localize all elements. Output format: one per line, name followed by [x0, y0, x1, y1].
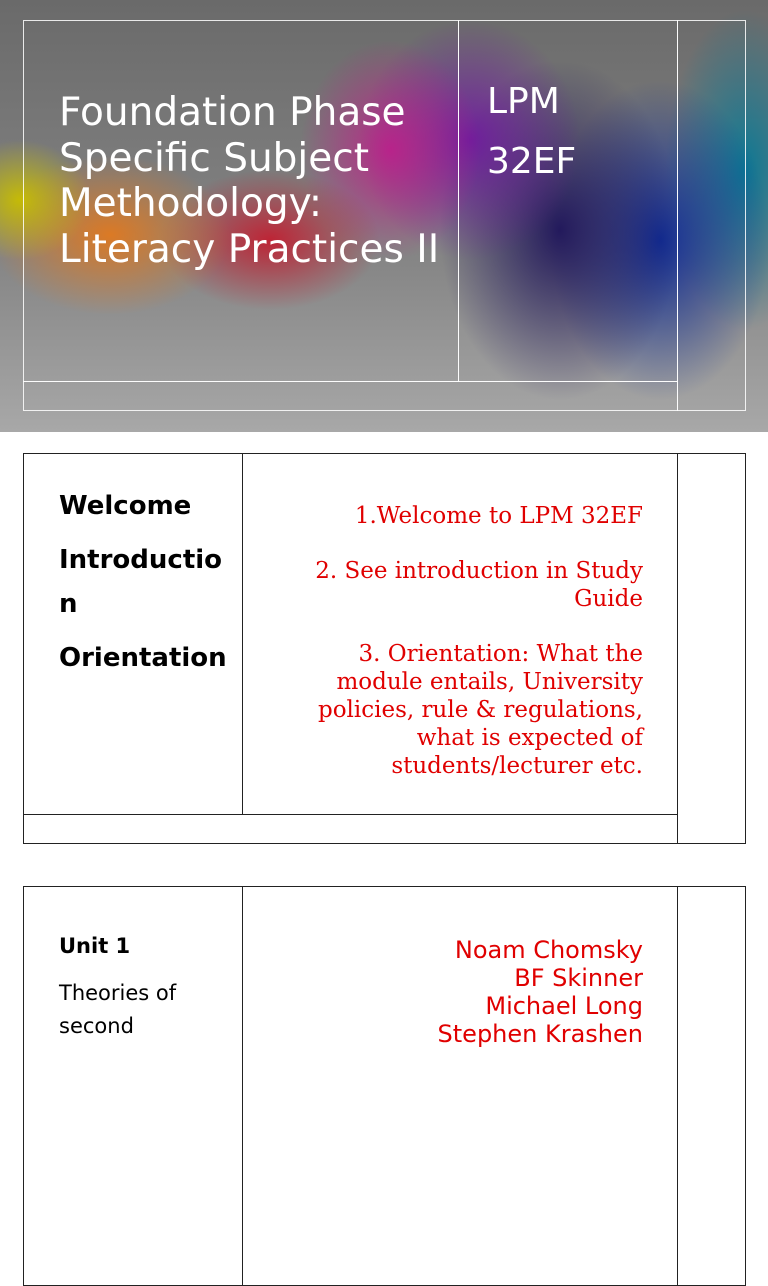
- title-slide: [0, 0, 768, 432]
- side-frame: [677, 20, 746, 411]
- theorist-name: Stephen Krashen: [437, 1020, 643, 1048]
- module-code-line2: 32EF: [487, 141, 577, 182]
- side-panel: [677, 886, 746, 1286]
- module-code: [487, 72, 667, 192]
- bottom-frame: [23, 381, 678, 411]
- module-code-line1: LPM: [487, 81, 560, 122]
- welcome-items: [265, 502, 643, 807]
- slide-headings: [59, 484, 229, 690]
- unit-panel: [23, 886, 243, 1286]
- item-orientation: 3. Orientation: What the module entails, University policies, rule & regulations, what is expected of students/lecturer etc.: [317, 641, 643, 779]
- heading-introduction-text: Introduction: [59, 545, 223, 619]
- heading-orientation: [59, 636, 229, 680]
- unit-subtitle: Theories of second: [59, 981, 177, 1038]
- slide-title: Foundation Phase Specific Subject Methodology: Literacy Practices II: [59, 90, 440, 272]
- item-welcome: 1.Welcome to LPM 32EF: [354, 503, 643, 529]
- welcome-slide: [0, 432, 768, 864]
- theorist-name: BF Skinner: [514, 964, 643, 992]
- theorist-list: [265, 936, 643, 1048]
- unit-label: Unit 1: [59, 934, 131, 958]
- theorist-name: Michael Long: [485, 992, 643, 1020]
- heading-welcome: Welcome: [59, 491, 192, 521]
- theorist-name: Noam Chomsky: [454, 936, 643, 964]
- side-panel: [677, 453, 746, 844]
- heading-introduction: [59, 538, 229, 626]
- bottom-panel: [23, 814, 678, 844]
- heading-orientation-text: Orientation: [59, 643, 227, 673]
- item-introduction: 2. See introduction in Study Guide: [315, 558, 643, 612]
- unit-slide: [0, 864, 768, 1048]
